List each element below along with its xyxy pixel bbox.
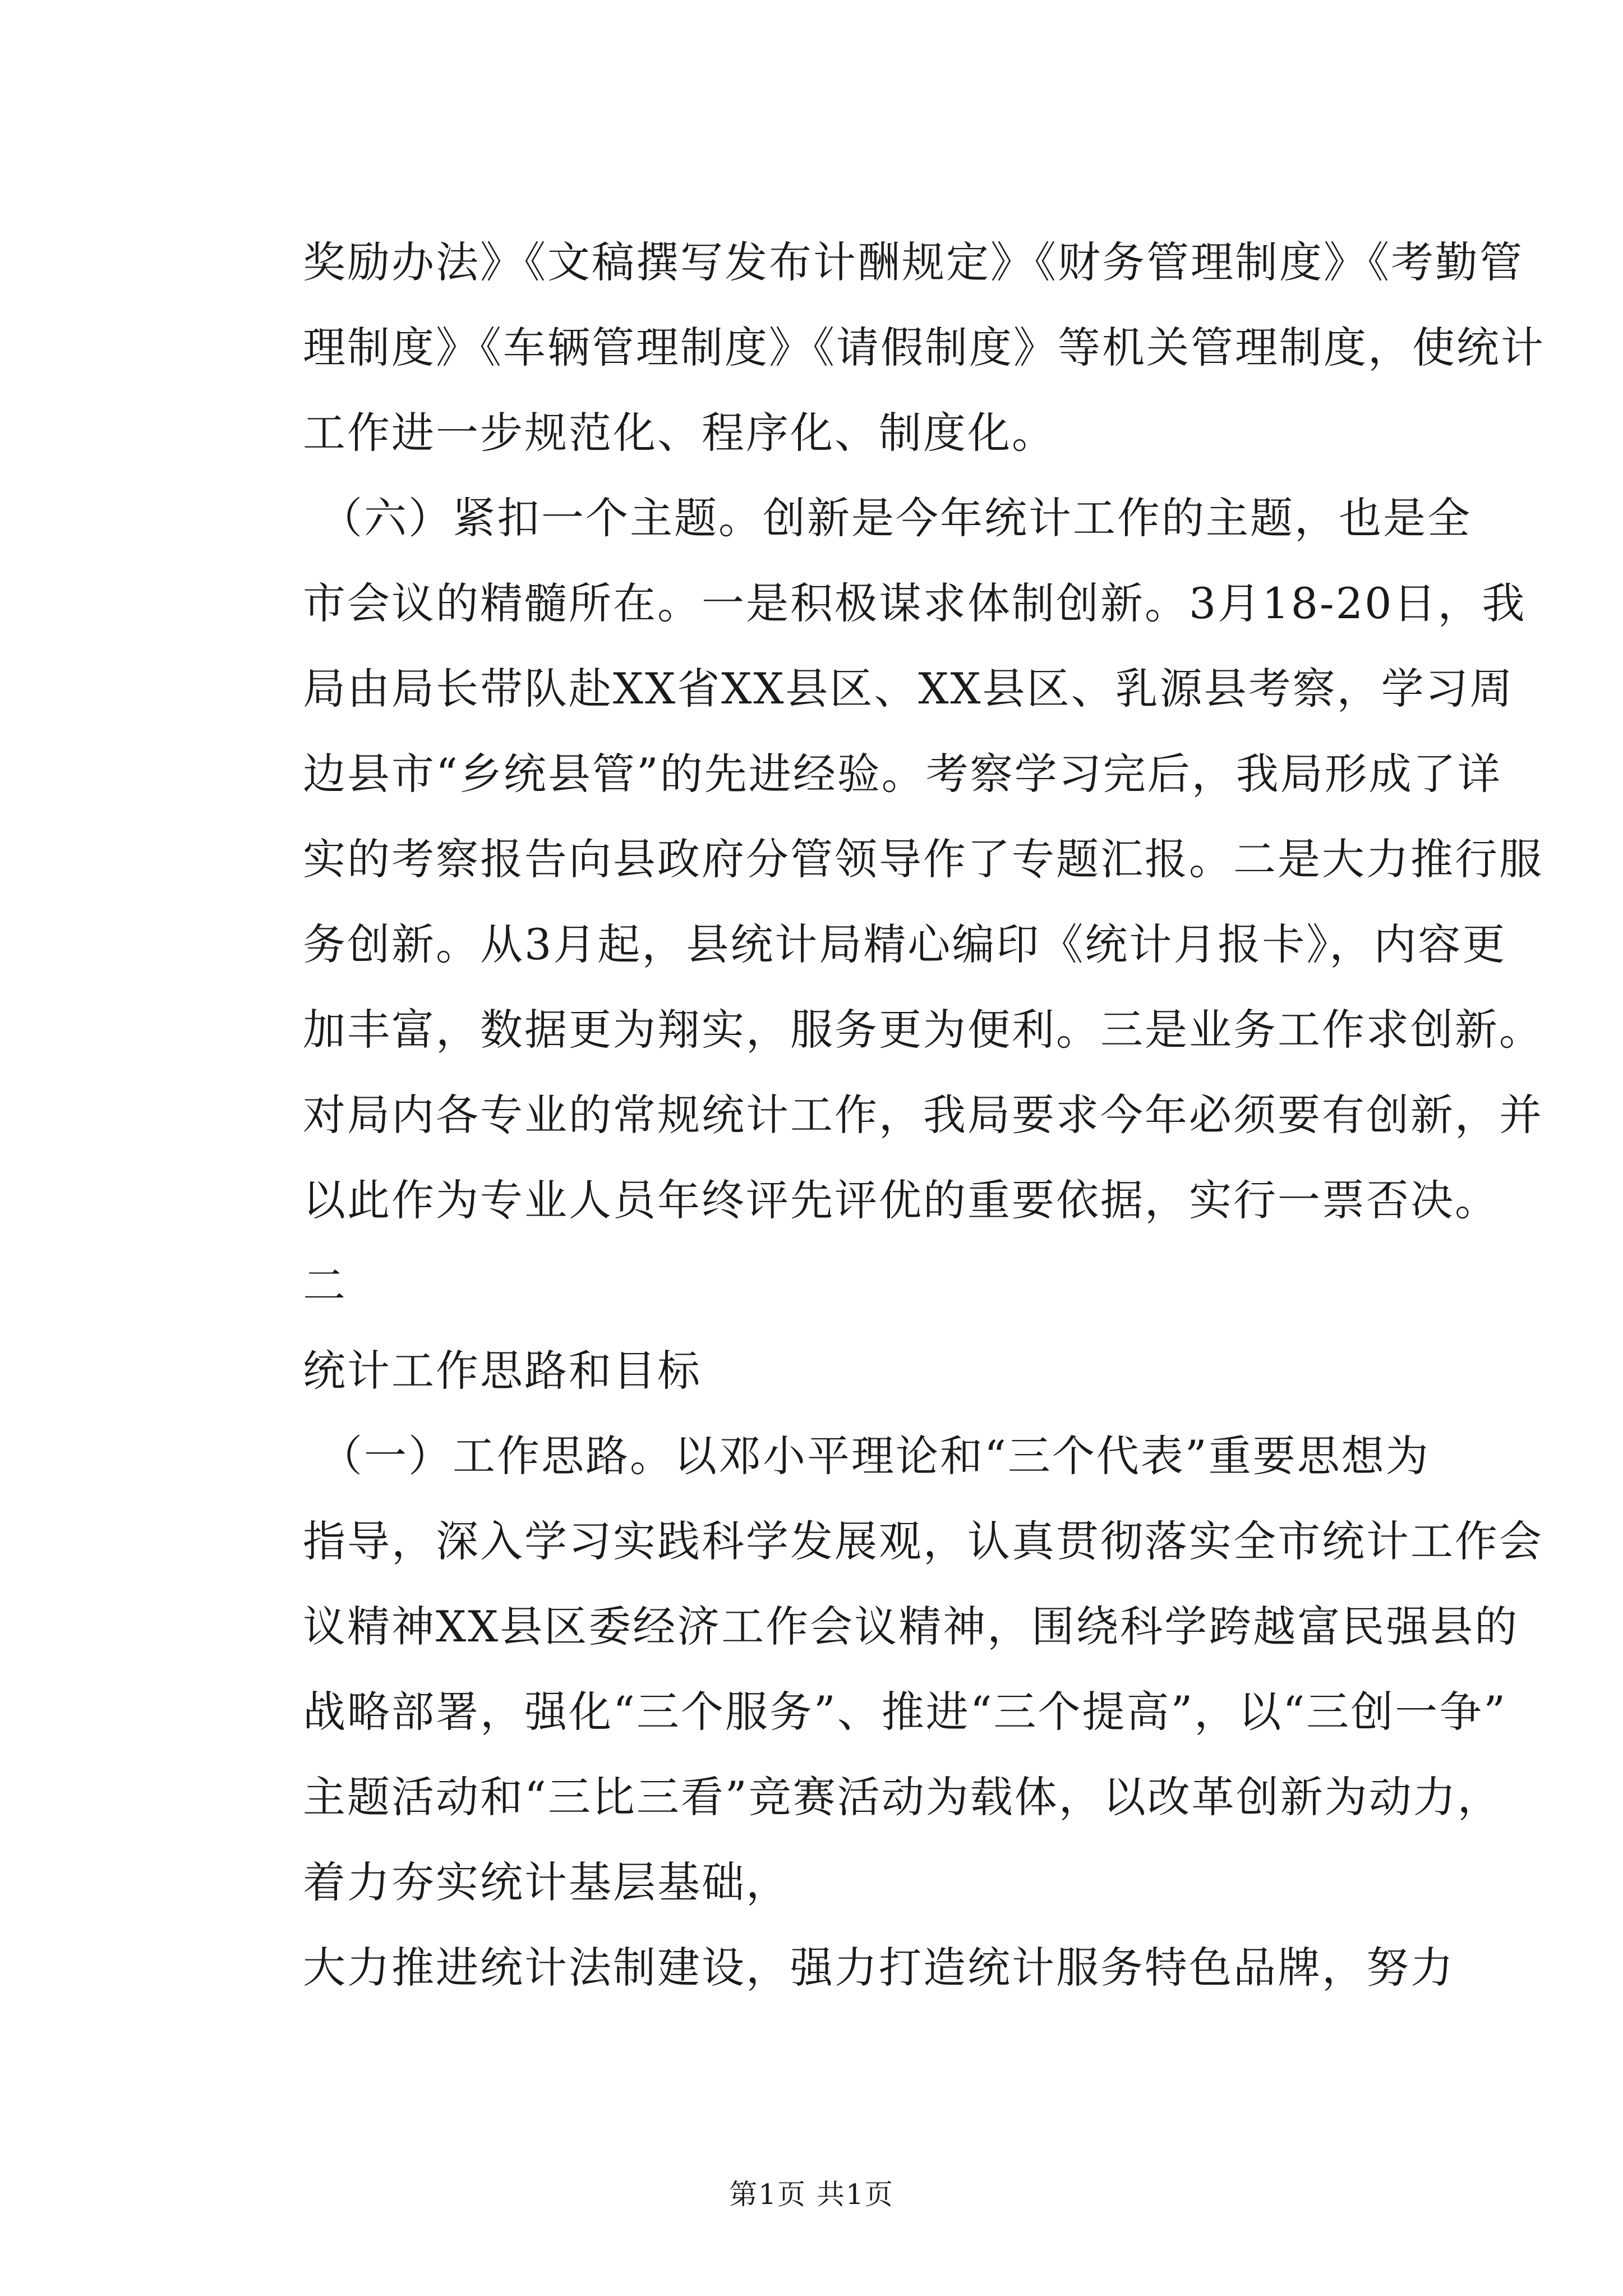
text-line: 以此作为专业人员年终评先评优的重要依据，实行一票否决。 — [303, 1175, 1499, 1225]
text-line: 议精神XX县区委经济工作会议精神，围绕科学跨越富民强县的 — [303, 1602, 1519, 1651]
text-line: 工作进一步规范化、程序化、制度化。 — [303, 408, 1056, 458]
text-line: 市会议的精髓所在。一是积极谋求体制创新。3月18-20日，我 — [303, 578, 1527, 628]
section-heading: 统计工作思路和目标 — [303, 1346, 702, 1396]
text-line: （一）工作思路。以邓小平理论和“三个代表”重要思想为 — [320, 1431, 1430, 1481]
text-line: 务创新。从3月起，县统计局精心编印《统计月报卡》，内容更 — [303, 919, 1507, 969]
text-line: 实的考察报告向县政府分管领导作了专题汇报。二是大力推行服 — [303, 834, 1543, 884]
text-line: 着力夯实统计基层基础， — [303, 1857, 790, 1907]
page-number-footer: 第1页 共1页 — [729, 2178, 894, 2211]
text-line: 加丰富，数据更为翔实，服务更为便利。三是业务工作求创新。 — [303, 1005, 1543, 1055]
text-line: 指导，深入学习实践科学发展观，认真贯彻落实全市统计工作会 — [303, 1516, 1543, 1566]
text-line: 局由局长带队赴XX省XX县区、XX县区、乳源县考察，学习周 — [303, 664, 1514, 714]
text-line: 主题活动和“三比三看”竞赛活动为载体，以改革创新为动力， — [303, 1772, 1502, 1822]
text-line: （六）紧扣一个主题。创新是今年统计工作的主题，也是全 — [320, 493, 1472, 543]
text-line: 理制度》《车辆管理制度》《请假制度》等机关管理制度，使统计 — [303, 323, 1545, 372]
section-number: 二 — [303, 1260, 347, 1310]
text-line: 边县市“乡统县管”的先进经验。考察学习完后，我局形成了详 — [303, 749, 1502, 799]
text-line: 大力推进统计法制建设，强力打造统计服务特色品牌，努力 — [303, 1943, 1455, 1993]
text-line: 战略部署，强化“三个服务”、推进“三个提高”，以“三创一争” — [303, 1687, 1507, 1737]
text-line: 奖励办法》《文稿撰写发布计酬规定》《财务管理制度》《考勤管 — [303, 237, 1524, 287]
text-line: 对局内各专业的常规统计工作，我局要求今年必须要有创新，并 — [303, 1090, 1543, 1140]
